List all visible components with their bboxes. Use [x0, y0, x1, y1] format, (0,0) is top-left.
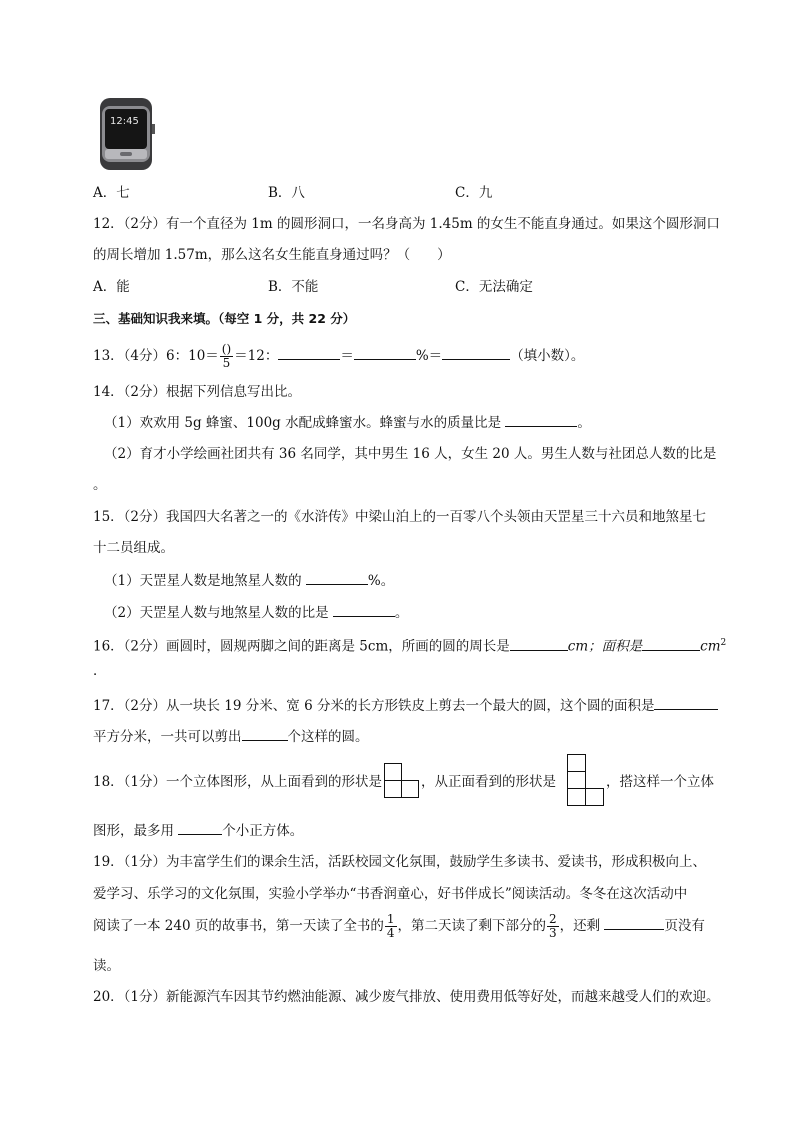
option-c: C．九 [455, 185, 493, 201]
top-view-figure [384, 763, 420, 799]
q19-frac1-den: 4 [386, 926, 395, 940]
q19-fraction-2 [547, 913, 559, 940]
q13-mid: ＝12： [234, 348, 279, 364]
q19-blank[interactable] [604, 916, 664, 930]
q13-blank-3[interactable] [442, 346, 510, 360]
question-17-line1 [93, 696, 718, 715]
section-3-heading: 三、基础知识我来填。（每空 1 分，共 22 分） [93, 311, 356, 326]
q13-eq: ＝ [340, 348, 354, 364]
q18-blank[interactable] [178, 821, 222, 835]
q18-line2b: 个小正方体。 [222, 823, 304, 839]
question-13 [93, 343, 584, 370]
question-16 [93, 634, 726, 656]
q16-superscript: 2 [720, 638, 727, 648]
question-19-line3 [93, 911, 705, 941]
q17-blank-1[interactable] [654, 696, 718, 710]
smartwatch-image [96, 98, 156, 170]
question-19-line4: 读。 [93, 958, 120, 974]
q19-frac2-num: 2 [549, 912, 557, 926]
q19-line3a: 阅读了一本 240 页的故事书，第一天读了全书的 [93, 918, 384, 934]
question-12-line1: 12．（2分）有一个直径为 1m 的圆形洞口，一名身高为 1.45m 的女生不能直身通过。如果这个圆形洞口 [93, 216, 720, 232]
question-19-line2: 爱学习、乐学习的文化氛围，实验小学举办“书香润童心，好书伴成长”阅读活动。冬冬在这次活动中 [93, 886, 688, 902]
q15-sub1-text: （1）天罡星人数是地煞星人数的 [104, 573, 302, 589]
question-18-part2: ，从正面看到的形状是 [421, 774, 556, 790]
front-view-figure [567, 754, 605, 808]
question-18-part3: ，搭这样一个立体 [606, 774, 714, 790]
q15-sub2-end: 。 [394, 605, 409, 621]
q13-blank-1[interactable] [278, 346, 340, 360]
q14-sub1-text: （1）欢欢用 5g 蜂蜜、100g 水配成蜂蜜水。蜂蜜与水的质量比是 [104, 415, 502, 431]
question-14-sub2-end: 。 [93, 477, 107, 493]
question-14-stem: 14．（2分）根据下列信息写出比。 [93, 384, 302, 400]
question-14-sub2: （2）育才小学绘画社团共有 36 名同学，其中男生 16 人，女生 20 人。男生人数与社团总人数的比是 [104, 446, 717, 462]
q14-blank-1[interactable] [505, 413, 577, 427]
q19-fraction-1 [385, 913, 397, 940]
question-18-line2 [93, 821, 303, 840]
q13-frac-num: () [221, 342, 232, 356]
question-20-line1: 20．（1分）新能源汽车因其节约燃油能源、减少废气排放、使用费用低等好处，而越来越受人们的欢迎。 [93, 989, 720, 1005]
q13-pct: %＝ [415, 348, 443, 364]
question-15-sub2 [104, 603, 408, 622]
q16-blank-1[interactable] [510, 637, 568, 651]
q13-fraction [220, 343, 233, 370]
question-17-line2 [93, 727, 369, 746]
option-b: B．八 [268, 185, 305, 201]
question-15-line1: 15．（2分）我国四大名著之一的《水浒传》中梁山泊上的一百零八个头领由天罡星三十六员和地煞星七 [93, 509, 707, 525]
question-15-line2: 十二员组成。 [93, 540, 174, 556]
question-14-sub1 [104, 413, 591, 432]
q13-frac-den: 5 [222, 356, 231, 370]
question-19-line1: 19．（1分）为丰富学生们的课余生活，活跃校园文化氛围，鼓励学生多读书、爱读书，形成积极向上、 [93, 854, 707, 870]
q17-line2b: 个这样的圆。 [287, 729, 369, 745]
q12-option-b: B．不能 [268, 279, 319, 295]
q16-unit1: cm；面积是 [567, 638, 643, 655]
q13-prefix: 13．（4分）6：10＝ [93, 348, 219, 364]
q17-line2a: 平方分米，一共可以剪出 [93, 729, 242, 745]
q15-blank-1[interactable] [306, 571, 368, 585]
q13-blank-2[interactable] [354, 346, 416, 360]
q19-line3d: 页没有 [664, 918, 705, 934]
q14-sub1-end: 。 [577, 415, 591, 431]
question-12-line2: 的周长增加 1.57m，那么这名女生能直身通过吗？（ ） [93, 247, 451, 263]
q17-blank-2[interactable] [242, 727, 288, 741]
q19-frac1-num: 1 [386, 912, 395, 926]
q12-option-c: C．无法确定 [455, 279, 533, 295]
question-15-sub1 [104, 571, 394, 590]
q16-unit2: cm [700, 638, 721, 655]
q18-line2a: 图形，最多用 [93, 823, 174, 839]
question-18-part1: 18．（1分）一个立体图形，从上面看到的形状是 [93, 774, 383, 790]
q19-frac2-den: 3 [549, 926, 557, 940]
q15-sub2-text: （2）天罡星人数与地煞星人数的比是 [104, 605, 329, 621]
q19-line3b: ，第二天读了剩下部分的 [397, 918, 546, 934]
q19-line3c: ，还剩 [559, 918, 601, 934]
question-16-end: ． [93, 663, 107, 679]
q15-blank-2[interactable] [333, 603, 395, 617]
q15-sub1-end: %。 [367, 573, 395, 589]
q17-line1-text: 17．（2分）从一块长 19 分米、宽 6 分米的长方形铁皮上剪去一个最大的圆，这个圆的面积是 [93, 698, 655, 714]
q16-blank-2[interactable] [642, 637, 700, 651]
watch-time-display: 12:45 [110, 116, 139, 127]
q16-text: 16．（2分）画圆时，圆规两脚之间的距离是 5cm，所画的圆的周长是 [93, 638, 510, 655]
q13-suffix: （填小数）。 [510, 348, 585, 364]
q12-option-a: A．能 [93, 279, 130, 295]
option-a: A．七 [93, 185, 130, 201]
